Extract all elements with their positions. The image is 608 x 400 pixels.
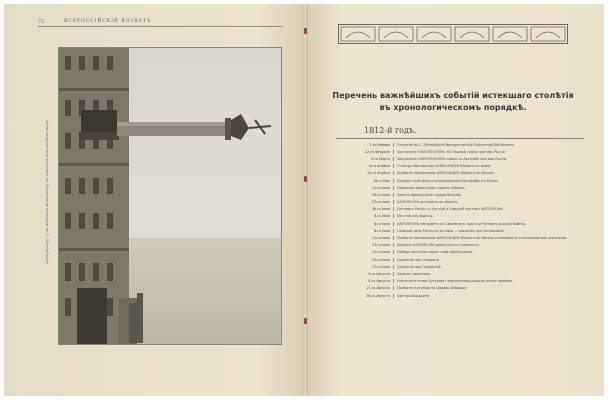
running-header [38,18,283,28]
event-date: 11-го Іюля [336,236,394,240]
chronology-row [336,199,586,206]
decorative-header-ornament [338,24,568,44]
book-gutter [302,4,308,396]
chronology-row [336,206,586,213]
event-text: Приказъ НАПОЛЕОНА двинуться къ Смоленску. [397,243,481,248]
chronology-row [336,263,586,270]
event-date: 12-го Февраля [336,150,394,154]
event-date: 27-го Іюня [336,200,394,204]
event-text: Прибытіе Императора АЛЕКСАНДРА Перваго въ Москву и манифестъ о всенародномъ ополченіи. [397,236,567,241]
chronology-row [336,163,586,170]
event-date: 14-го Апрѣля [336,171,394,175]
event-text: НАПОЛЕОНЪ нападаетъ на Смоленскъ; врагъ оттѣсняетъ русскія войска. [397,221,526,226]
chronology-list [336,141,586,299]
event-date: 8-го Іюля [336,229,394,233]
photo-caption: Александровская колонна на Дворцовой площади въ С.-Петербургѣ [45,120,50,265]
chronology-row [336,220,586,227]
event-date: 23-го Іюля [336,258,394,262]
event-date: 9-го Апрѣля [336,164,394,168]
chronology-row [336,278,586,285]
event-text: Назначеніе князя Кутузова главнокомандующимъ всѣми арміями. [397,279,514,284]
chronology-row [336,256,586,263]
binding-thread [304,28,307,34]
event-date: 6-го Іюля [336,222,394,226]
binding-thread [304,176,307,182]
event-date: 27-го Іюля [336,265,394,269]
ornament-frieze [338,24,568,44]
event-date: 5-го Іюля [336,214,394,218]
event-text: Переходъ французовъ черезъ Нѣманъ. [397,185,466,190]
event-text: Занятіе французами города Вильны. [397,192,462,197]
event-date: 2-го Января [336,143,394,147]
chronology-row [336,285,586,292]
event-date: 5-го Августа [336,272,394,276]
event-text: Договоръ Россіи съ Англіей и Швеціей противъ НАПОЛЕОНА. [397,207,504,212]
event-text: Открытіе въ С.-Петербургѣ Императорской Публичной Библіотеки. [397,142,515,147]
chronology-row [336,234,586,241]
year-heading: 1812-й годъ. [364,126,417,135]
chronology-row [336,191,586,198]
header-rule [38,26,283,27]
event-date: 17-го Августа [336,286,394,290]
title-line-1: Перечень важнѣйшихъ событій истекшаго столѣтія [332,91,574,100]
chronology-row [336,184,586,191]
chronology-row [336,148,586,155]
event-text: Заключеніе НАПОЛЕОНОМЪ въ Парижѣ союза противъ Россіи. [397,149,506,154]
event-text: Сраженіе при Городечнѣ. [397,264,442,269]
event-text: Прибытіе Императора АЛЕКСАНДРА Перваго въ Вильну. [397,171,495,176]
event-text: Бѣгство изъ Дриссы. [397,214,434,219]
event-date: 2-го Марта [336,157,394,161]
chronology-row [336,227,586,234]
event-date: 12-го Іюня [336,186,394,190]
event-text: Сраженіе при Островнѣ. [397,257,440,262]
event-text: Прибытіе Кутузова въ Царево-Займище. [397,286,468,291]
binding-thread [304,318,307,324]
column-photograph [59,48,281,344]
event-text: Заключеніе НАПОЛЕОНОМЪ союза съ Австріей противъ Россіи. [397,156,507,161]
event-text: Защита Смоленска. [397,271,432,276]
chronology-row [336,242,586,249]
event-date: 30-го Іюня [336,207,394,211]
photo-caption-vertical [44,120,52,320]
page-number: 72 [38,19,45,25]
chronology-row [336,141,586,148]
event-text: Славный день Россіи въ исторіи — сраженіе при Салтановкѣ. [397,228,505,233]
event-text: Побѣда при Клястицахъ надъ французами. [397,250,473,255]
running-title: ВСЕРОССІЙСКІЙ ВОЗВАТЪ [64,19,152,24]
chronology-row [336,155,586,162]
chronology-row [336,270,586,277]
event-text: Бухарестскій миръ и присоединеніе Бессарабіи къ Россіи. [397,178,499,183]
event-text: НАПОЛЕОНЪ вступаетъ въ Вильну. [397,200,459,205]
event-date: 8-го Августа [336,279,394,283]
chronology-row [336,170,586,177]
title-line-2: въ хронологическомъ порядкѣ. [379,103,527,112]
year-rule [336,138,584,139]
event-date: 16-го Іюня [336,193,394,197]
event-date: 21-го Іюля [336,250,394,254]
event-date: 15-го Іюля [336,243,394,247]
chronology-row [336,249,586,256]
chronology-row [336,213,586,220]
event-date: 26-го Августа [336,294,394,298]
event-text: Отъѣздъ Императора АЛЕКСАНДРА Перваго къ арміи. [397,164,492,169]
event-text: Бой при Бородинѣ. [397,293,431,298]
page-title [330,90,576,114]
event-date: 16-го Мая [336,179,394,183]
chronology-row [336,292,586,299]
chronology-row [336,177,586,184]
palace-square-photo [58,47,282,345]
